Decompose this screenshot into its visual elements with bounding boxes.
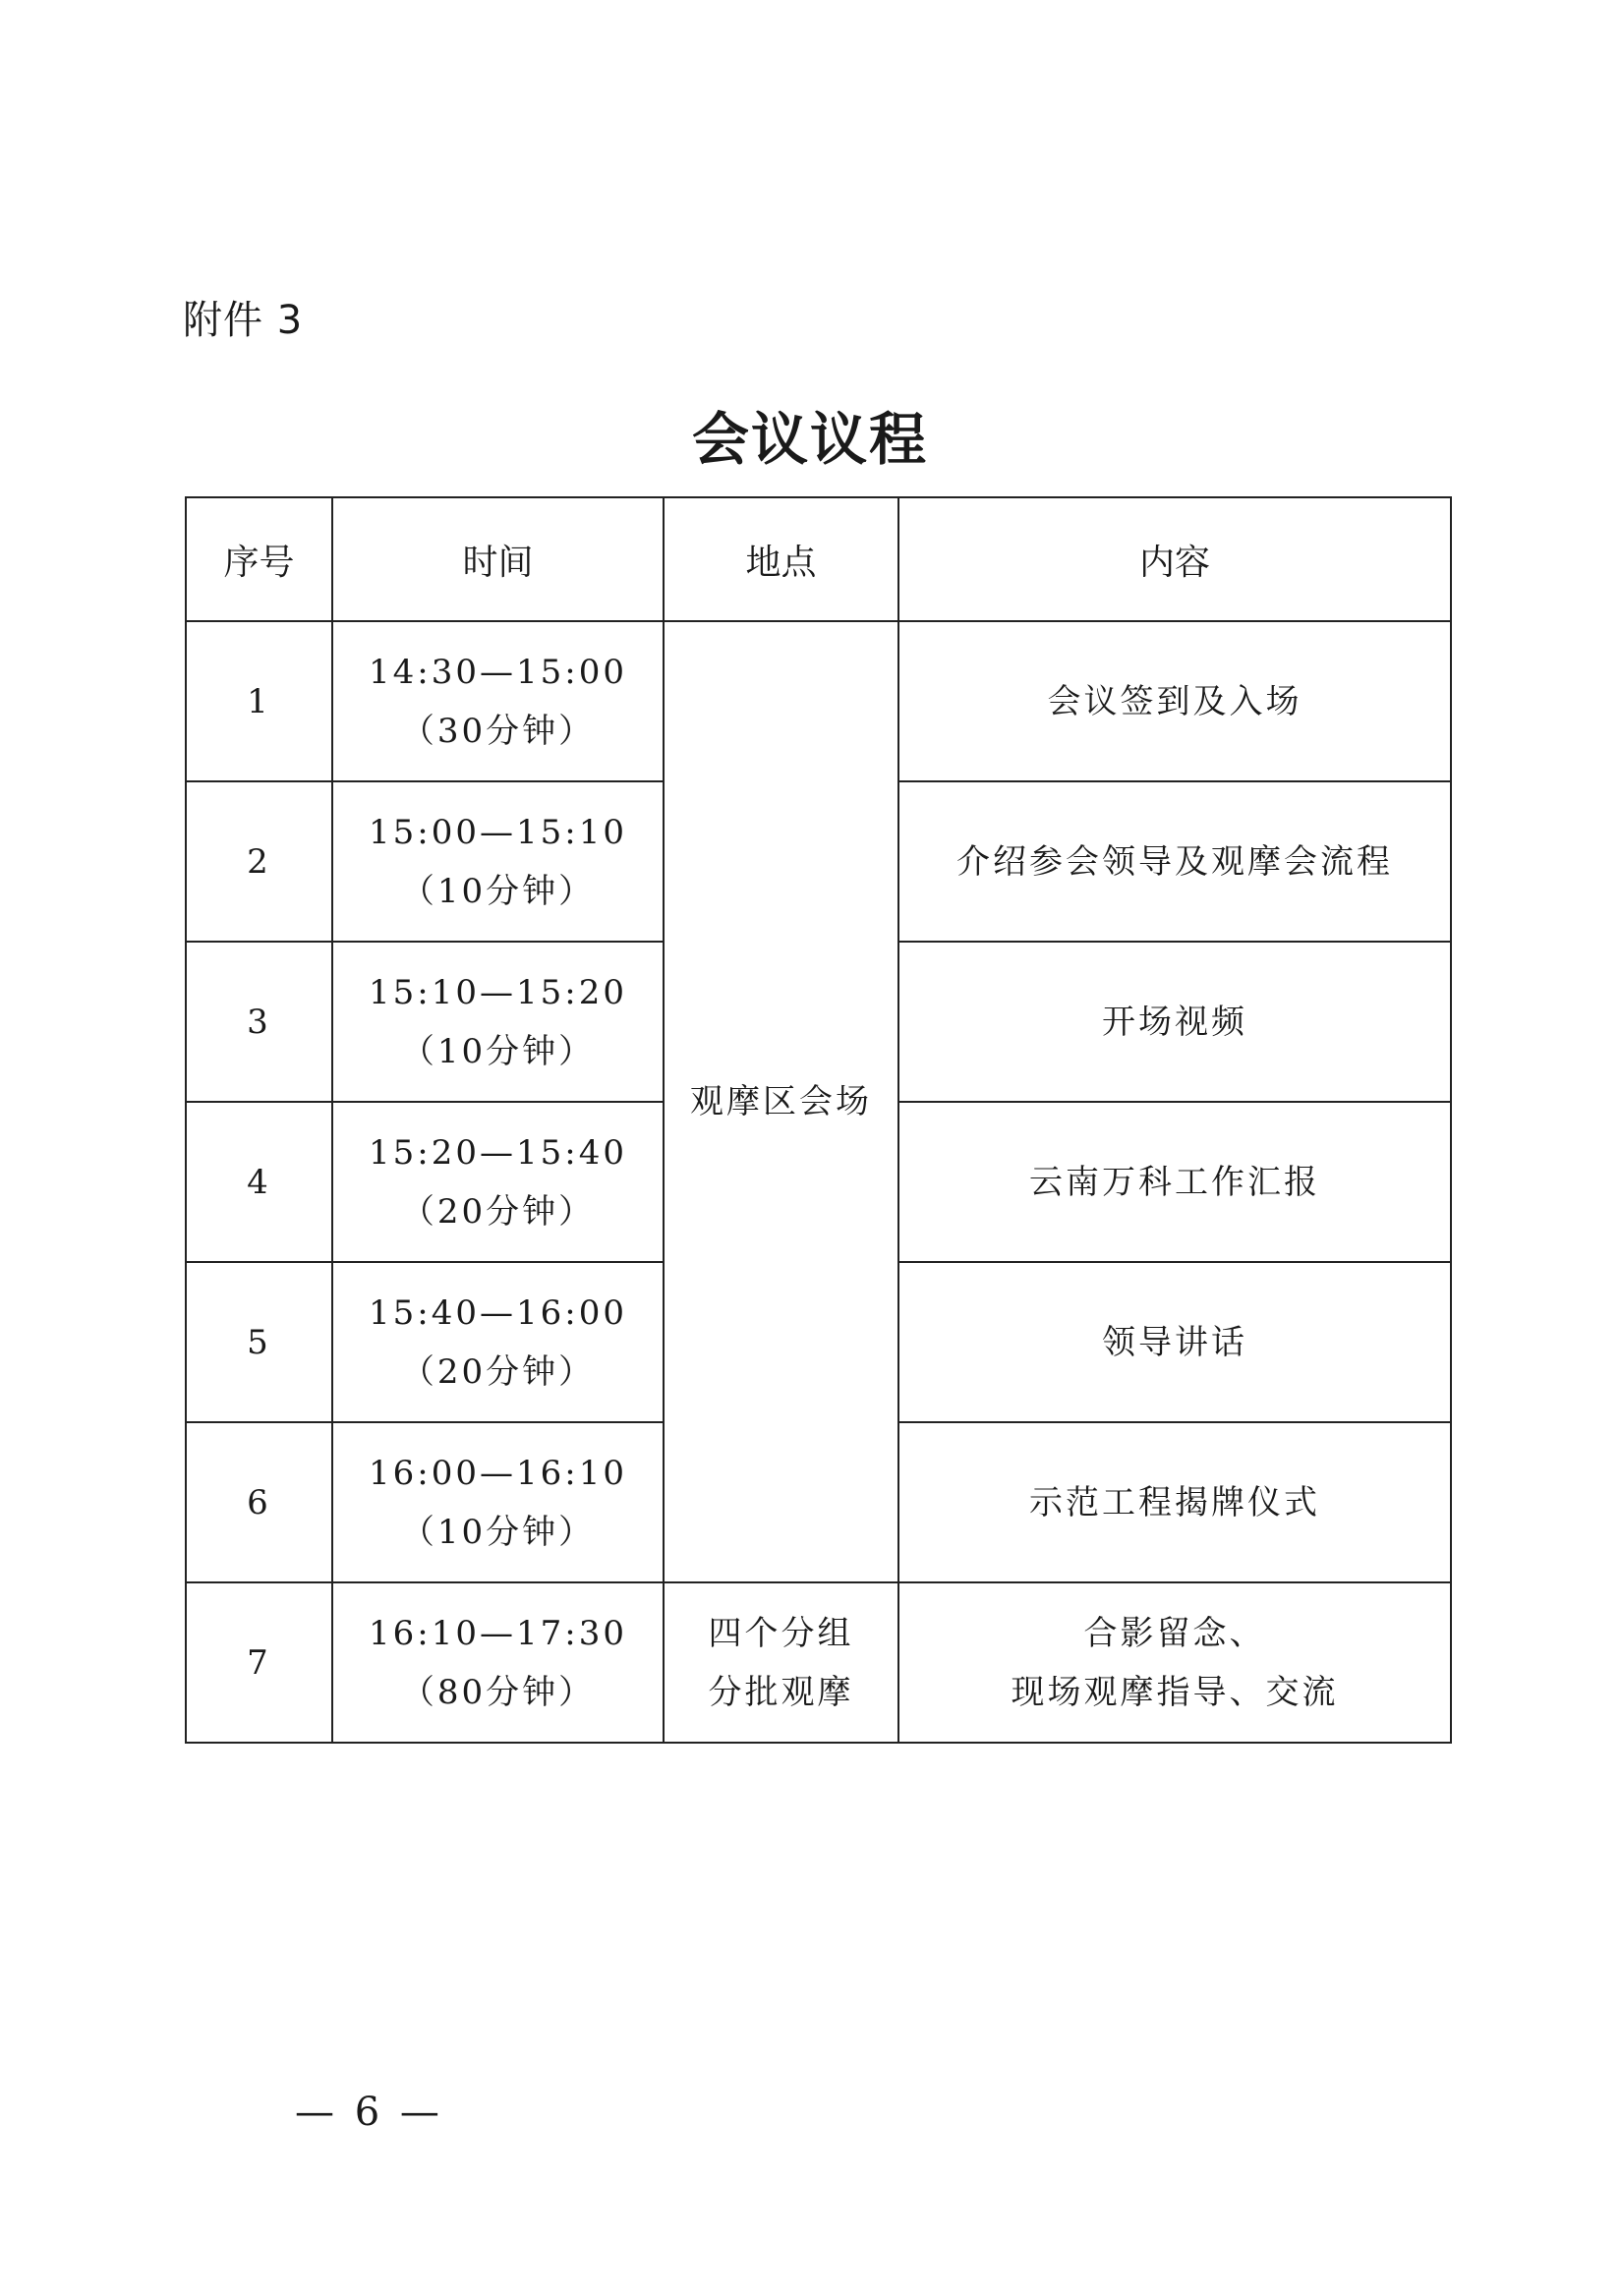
- time-duration: （30分钟）: [400, 711, 596, 751]
- page-number: — 6 —: [295, 2090, 443, 2135]
- time-range: 15:00—15:10: [369, 812, 627, 852]
- attachment-label: 附件 3: [183, 298, 304, 343]
- row-content: 云南万科工作汇报: [898, 1102, 1451, 1262]
- row-seq: 6: [186, 1422, 332, 1582]
- content-line-1: 合影留念、: [1083, 1613, 1266, 1653]
- time-range: 16:10—17:30: [369, 1613, 627, 1653]
- time-range: 15:10—15:20: [369, 972, 627, 1012]
- row-seq: 4: [186, 1102, 332, 1262]
- row-content: 领导讲话: [898, 1262, 1451, 1422]
- time-duration: （20分钟）: [400, 1351, 596, 1392]
- location-line-2: 分批观摩: [708, 1672, 854, 1712]
- time-range: 14:30—15:00: [369, 652, 627, 692]
- row-seq: 1: [186, 621, 332, 781]
- content-line-2: 现场观摩指导、交流: [1011, 1672, 1339, 1712]
- row-seq: 5: [186, 1262, 332, 1422]
- row-seq: 7: [186, 1582, 332, 1743]
- time-duration: （20分钟）: [400, 1191, 596, 1232]
- location-line-1: 四个分组: [708, 1613, 854, 1653]
- header-seq: 序号: [186, 497, 332, 621]
- time-range: 15:20—15:40: [369, 1132, 627, 1173]
- row-seq: 3: [186, 942, 332, 1102]
- row-time: [332, 781, 664, 942]
- location-cell-groups: [664, 1582, 898, 1743]
- table-row: [186, 1582, 1451, 1743]
- time-duration: （10分钟）: [400, 1512, 596, 1552]
- row-time: [332, 621, 664, 781]
- time-range: 16:00—16:10: [369, 1453, 627, 1493]
- table-header-row: [186, 497, 1451, 621]
- row-time: [332, 942, 664, 1102]
- page-title: 会议议程: [691, 406, 928, 473]
- time-duration: （10分钟）: [400, 871, 596, 911]
- row-content: 会议签到及入场: [898, 621, 1451, 781]
- time-duration: （80分钟）: [400, 1672, 596, 1712]
- header-time: 时间: [332, 497, 664, 621]
- row-time: [332, 1262, 664, 1422]
- row-content: 示范工程揭牌仪式: [898, 1422, 1451, 1582]
- row-content: 介绍参会领导及观摩会流程: [898, 781, 1451, 942]
- row-time: [332, 1582, 664, 1743]
- agenda-table: [185, 496, 1452, 1744]
- table-row: [186, 621, 1451, 781]
- row-content: 开场视频: [898, 942, 1451, 1102]
- time-range: 15:40—16:00: [369, 1292, 627, 1333]
- row-content: [898, 1582, 1451, 1743]
- row-seq: 2: [186, 781, 332, 942]
- row-time: [332, 1422, 664, 1582]
- header-location: 地点: [664, 497, 898, 621]
- location-cell: 观摩区会场: [664, 621, 898, 1582]
- header-content: 内容: [898, 497, 1451, 621]
- row-time: [332, 1102, 664, 1262]
- time-duration: （10分钟）: [400, 1031, 596, 1071]
